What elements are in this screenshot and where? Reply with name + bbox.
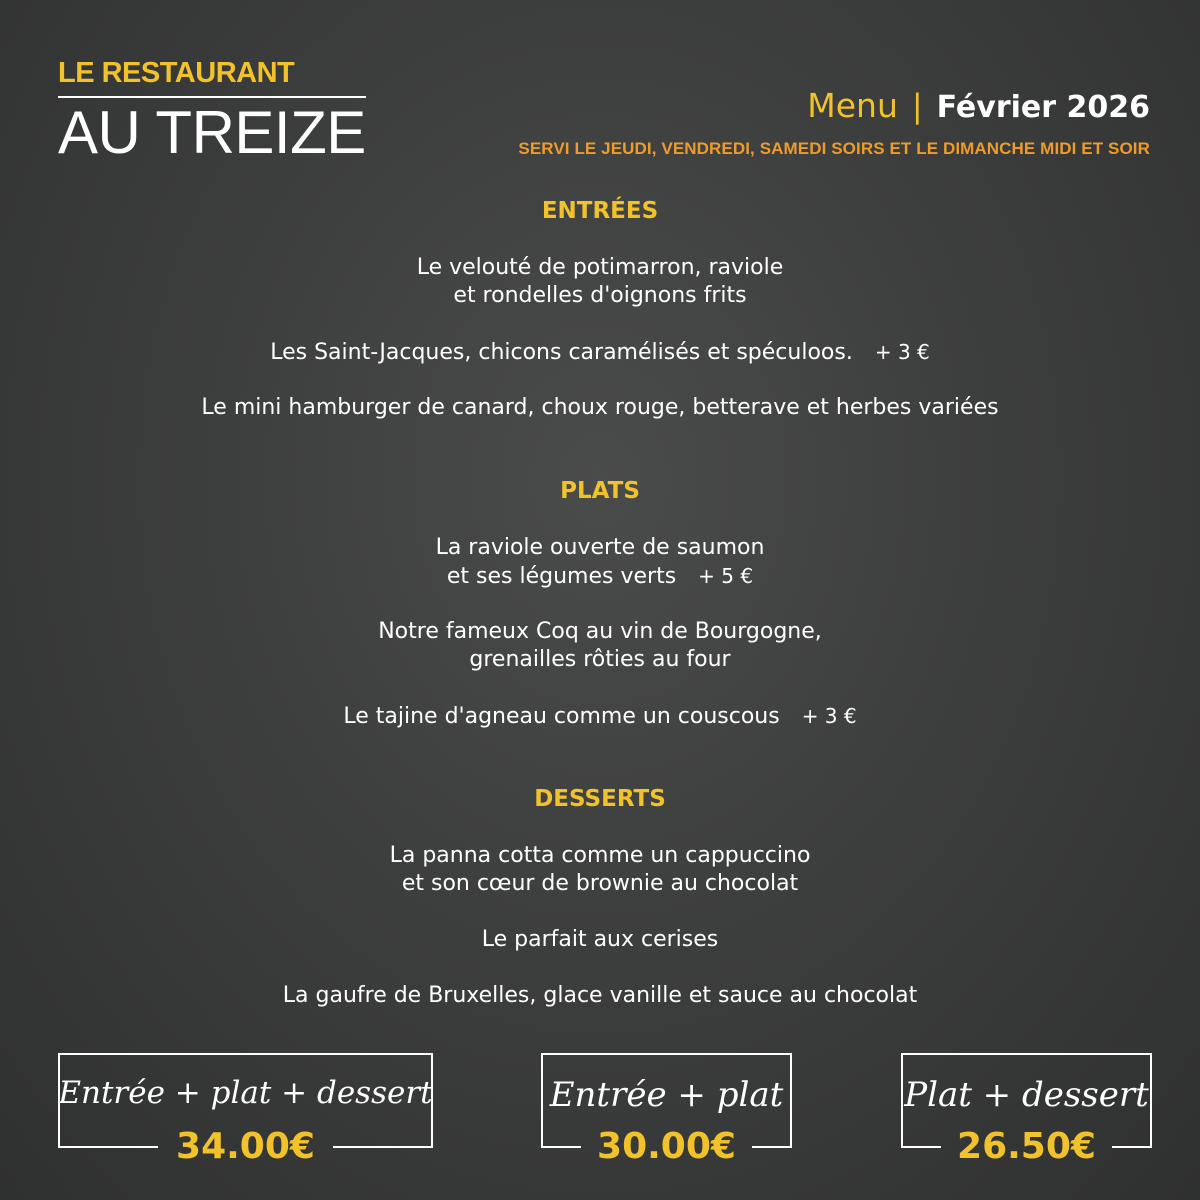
dish-supplement: + 3 €	[801, 704, 857, 728]
dish-line: grenailles rôties au four	[469, 647, 731, 672]
formula-label: Entrée + plat	[549, 1075, 784, 1115]
dish-supplement: + 3 €	[874, 340, 930, 364]
formula-box-full	[58, 1053, 433, 1167]
dish-line: La panna cotta comme un cappuccino	[389, 843, 811, 868]
dish-line: et ses légumes verts	[446, 564, 677, 589]
dish-plat-1	[0, 534, 1200, 591]
dish-plat-3	[0, 702, 1200, 731]
formula-price: 34.00€	[176, 1126, 315, 1167]
menu-header	[807, 86, 1150, 125]
section-title-entrees: ENTRÉES	[541, 198, 659, 224]
formula-label: Entrée + plat + dessert	[58, 1075, 433, 1111]
header-separator: |	[911, 87, 923, 125]
brand-divider	[58, 96, 366, 98]
menu-label: Menu	[807, 86, 898, 125]
dish-dessert-2	[0, 926, 1200, 954]
section-title-desserts: DESSERTS	[534, 786, 666, 812]
dish-line: Notre fameux Coq au vin de Bourgogne,	[378, 619, 822, 644]
brand-name: AU TREIZE	[58, 99, 366, 166]
dish-entree-2	[0, 338, 1200, 367]
dish-line: et rondelles d'oignons frits	[453, 283, 747, 308]
dish-entree-1	[0, 254, 1200, 310]
formula-price: 30.00€	[597, 1126, 736, 1167]
brand-subtitle: LE RESTAURANT	[58, 57, 295, 89]
dish-line: La gaufre de Bruxelles, glace vanille et sauce au chocolat	[282, 983, 918, 1008]
dish-supplement: + 5 €	[698, 564, 754, 588]
menu-date: Février 2026	[936, 90, 1150, 125]
formula-box-entree-plat	[541, 1053, 792, 1167]
formula-price: 26.50€	[957, 1126, 1096, 1167]
dish-line: Le mini hamburger de canard, choux rouge, betterave et herbes variées	[201, 395, 999, 420]
dish-line: Le tajine d'agneau comme un couscous	[343, 704, 780, 729]
dish-entree-3	[0, 394, 1200, 422]
dish-dessert-3	[0, 982, 1200, 1010]
dish-plat-2	[0, 618, 1200, 674]
dish-line: La raviole ouverte de saumon	[435, 535, 765, 560]
service-days: SERVI LE JEUDI, VENDREDI, SAMEDI SOIRS ET LE DIMANCHE MIDI ET SOIR	[518, 139, 1150, 158]
formula-label: Plat + dessert	[904, 1075, 1149, 1115]
dish-line: Le parfait aux cerises	[481, 927, 719, 952]
dish-line: Le velouté de potimarron, raviole	[416, 255, 784, 280]
dish-line: Les Saint-Jacques, chicons caramélisés et spéculoos.	[270, 340, 853, 365]
formula-box-plat-dessert	[901, 1053, 1152, 1167]
dish-line: et son cœur de brownie au chocolat	[401, 871, 799, 896]
restaurant-logo	[58, 56, 366, 164]
section-title-plats: PLATS	[560, 478, 640, 504]
dish-dessert-1	[0, 842, 1200, 898]
